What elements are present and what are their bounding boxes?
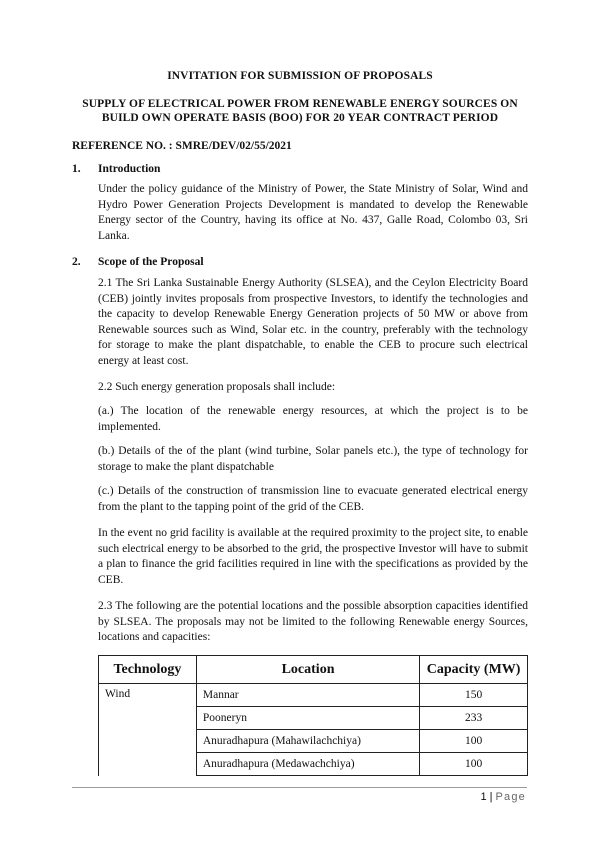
document-subtitle xyxy=(0,97,600,125)
subtitle-line-2: BUILD OWN OPERATE BASIS (BOO) FOR 20 YEAR CONTRACT PERIOD xyxy=(101,112,499,124)
location-cell: Anuradhapura (Mahawilachchiya) xyxy=(196,730,419,753)
section-number: 2. xyxy=(72,256,81,268)
scope-paragraph-2-2: 2.2 Such energy generation proposals shall include: xyxy=(98,381,336,393)
scope-item-b: (b.) Details of the of the plant (wind turbine, Solar panels etc.), the type of technology for storage to make the plant dispatchable xyxy=(98,445,528,473)
footer-divider xyxy=(72,787,527,788)
section-title-scope: Scope of the Proposal xyxy=(98,256,204,268)
section-number: 1. xyxy=(72,163,81,175)
capacity-cell: 150 xyxy=(420,684,528,707)
capacity-cell: 100 xyxy=(420,753,528,776)
page-label: Page xyxy=(495,791,526,803)
footer-separator: | xyxy=(489,791,493,803)
scope-paragraph-2-3: 2.3 The following are the potential locations and the possible absorption capacities identified by SLSEA. The proposals may not be limited to the following Renewable energy Sources, locations and capacities: xyxy=(98,600,528,644)
section-title-introduction: Introduction xyxy=(98,163,161,175)
scope-item-c: (c.) Details of the construction of transmission line to evacuate generated electrical energy from the plant to the tapping point of the grid of the CEB. xyxy=(98,485,528,513)
intro-paragraph: Under the policy guidance of the Ministry of Power, the State Ministry of Solar, Wind and Hydro Power Generation Projects Development is mandated to develop the Renewable Energy sector of the Country, having its office at No. 437, Galle Road, Colombo 03, Sri Lanka. xyxy=(98,183,528,242)
locations-capacity-table xyxy=(98,655,528,776)
table-row xyxy=(99,684,528,707)
header-capacity: Capacity (MW) xyxy=(420,656,528,684)
reference-number: REFERENCE NO. : SMRE/DEV/02/55/2021 xyxy=(72,140,292,152)
location-cell: Mannar xyxy=(196,684,419,707)
scope-paragraph-2-1: 2.1 The Sri Lanka Sustainable Energy Authority (SLSEA), and the Ceylon Electricity Board (CEB) jointly invites proposals from prospective Investors, to identify the technologies and the capacity to develop Renewable Energy Generation projects of 50 MW or above from Renewable sources such as Wind, Solar etc. in the country, preferably with the technology for storage to make the plant dispatchable, to enable the CEB to procure such electrical energy at least cost. xyxy=(98,277,528,367)
table-header-row xyxy=(99,656,528,684)
location-cell: Anuradhapura (Medawachchiya) xyxy=(196,753,419,776)
page-number: 1 xyxy=(480,791,487,803)
technology-cell: Wind xyxy=(99,684,197,776)
location-cell: Pooneryn xyxy=(196,707,419,730)
header-location: Location xyxy=(196,656,419,684)
document-title: INVITATION FOR SUBMISSION OF PROPOSALS xyxy=(167,70,433,82)
capacity-cell: 100 xyxy=(420,730,528,753)
header-technology: Technology xyxy=(99,656,197,684)
scope-item-a: (a.) The location of the renewable energy resources, at which the project is to be implemented. xyxy=(98,405,528,433)
page-footer xyxy=(481,791,526,803)
subtitle-line-1: SUPPLY OF ELECTRICAL POWER FROM RENEWABLE ENERGY SOURCES ON xyxy=(82,98,518,110)
scope-grid-paragraph: In the event no grid facility is available at the required proximity to the project site, to enable such electrical energy to be absorbed to the grid, the prospective Investor will have to submit a plan to finance the grid facilities required in line with the specifications as provided by the CEB. xyxy=(98,527,528,586)
capacity-cell: 233 xyxy=(420,707,528,730)
